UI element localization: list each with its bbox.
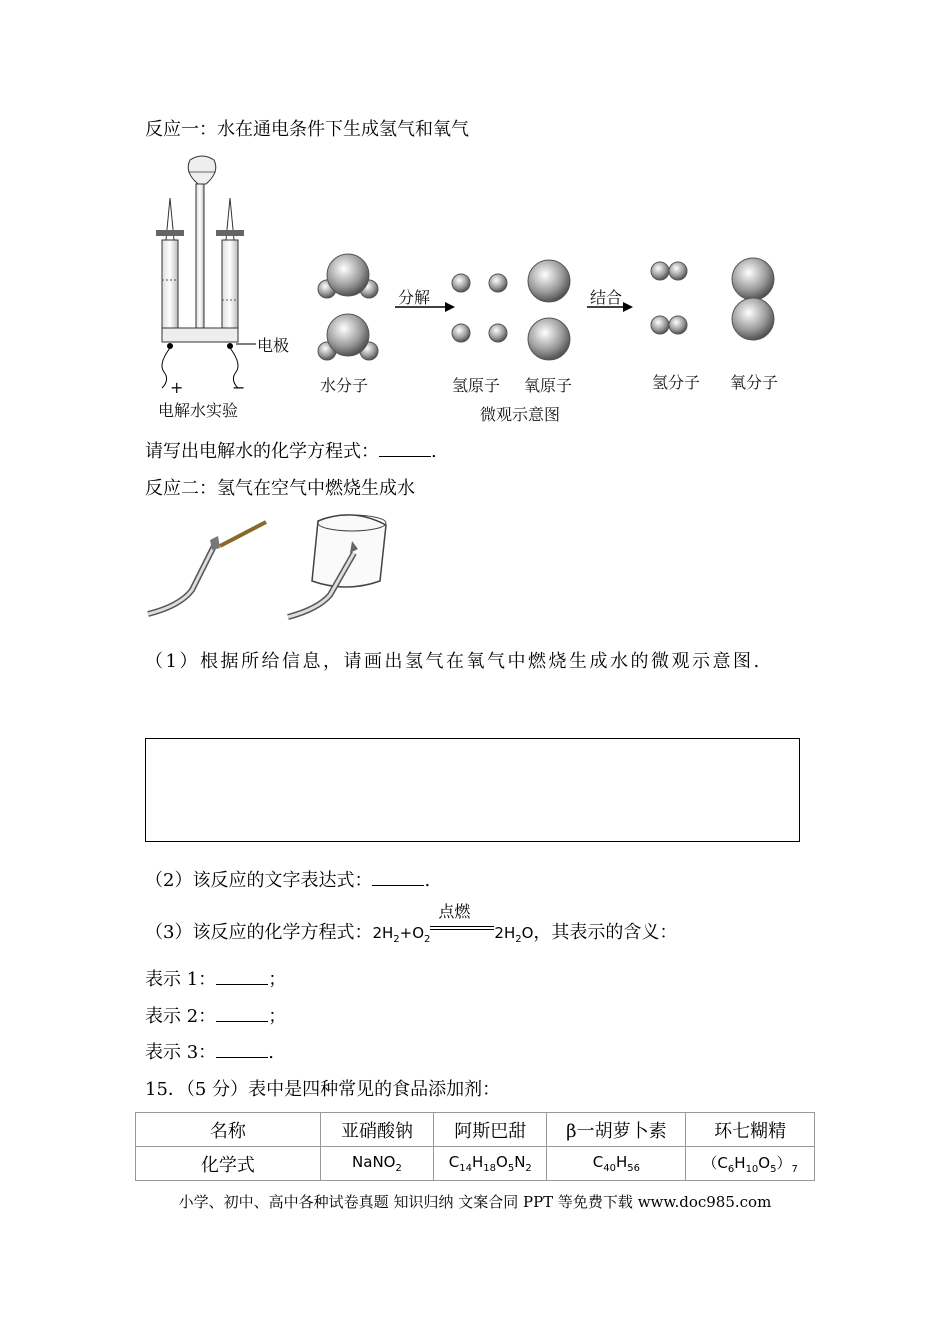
- water-molecule-label: 水分子: [320, 376, 369, 395]
- table-cell: $(C_6H_{10}O_5)_7$: [686, 1147, 815, 1181]
- table-row: [136, 1113, 815, 1147]
- question-2: （2）该反应的文字表达式： .: [145, 870, 431, 891]
- question-3: （3）该反应的化学方程式：$2H_2+O_2$ 点燃 $2H_2O$，其表示的含义：: [145, 902, 678, 945]
- plus-terminal-label: +: [170, 378, 184, 397]
- answer-blank[interactable]: [372, 869, 424, 886]
- combine-label: 结合: [590, 288, 623, 307]
- food-additives-table: [135, 1112, 815, 1181]
- meaning-1: 表示 1： ；: [145, 969, 287, 990]
- minus-terminal-label: −: [232, 378, 246, 397]
- hydrogen-burning-in-jar-illustration: [282, 505, 402, 625]
- water-molecule-top: [318, 254, 378, 298]
- oxygen-atom-label: 氧原子: [524, 376, 573, 395]
- table-cell: 阿斯巴甜: [434, 1113, 547, 1147]
- drawing-answer-box[interactable]: [145, 738, 800, 842]
- answer-blank[interactable]: [216, 1005, 268, 1022]
- table-cell: 环七糊精: [686, 1113, 815, 1147]
- question-15: 15．（5 分）表中是四种常见的食品添加剂：: [145, 1079, 501, 1100]
- reaction1-title: 反应一：水在通电条件下生成氢气和氧气: [145, 119, 469, 140]
- hydrogen-burning-in-air-illustration: [140, 510, 270, 625]
- hydrogen-molecule-label: 氢分子: [652, 373, 701, 392]
- table-cell: 亚硝酸钠: [320, 1113, 433, 1147]
- answer-blank[interactable]: [216, 1041, 268, 1058]
- equation-rhs: $2H_2O$: [494, 924, 534, 945]
- electrode-label: 电极: [257, 336, 290, 355]
- page-footer: 小学、初中、高中各种试卷真题 知识归纳 文案合同 PPT 等免费下载 www.doc985.com: [178, 1193, 772, 1211]
- table-cell: 化学式: [136, 1147, 321, 1181]
- reaction2-title: 反应二：氢气在空气中燃烧生成水: [145, 478, 415, 499]
- answer-blank[interactable]: [216, 968, 268, 985]
- table-cell: $C_{40}H_{56}$: [547, 1147, 686, 1181]
- meaning-2: 表示 2： ；: [145, 1006, 287, 1027]
- table-cell: NaNO$_2$: [320, 1147, 433, 1181]
- equation-lhs: $2H_2+O_2$: [372, 924, 431, 945]
- micro-diagram-caption: 微观示意图: [480, 405, 561, 424]
- meaning-3: 表示 3： .: [145, 1042, 274, 1063]
- electrolysis-apparatus-diagram: [140, 150, 300, 422]
- decompose-label: 分解: [398, 288, 431, 307]
- micro-molecule-diagram: [305, 245, 795, 375]
- reaction-condition: 点燃: [430, 918, 494, 938]
- hydrogen-atom-label: 氢原子: [452, 376, 501, 395]
- table-row: [136, 1147, 815, 1181]
- question-1: （1）根据所给信息，请画出氢气在氧气中燃烧生成水的微观示意图.: [145, 651, 762, 672]
- electrolysis-experiment-label: 电解水实验: [158, 401, 239, 420]
- table-cell: β一胡萝卜素: [547, 1113, 686, 1147]
- water-molecule-bottom: [318, 314, 378, 360]
- electrolysis-equation-question: 请写出电解水的化学方程式： .: [145, 441, 437, 462]
- answer-blank[interactable]: [379, 440, 431, 457]
- table-cell: $C_{14}H_{18}O_5N_2$: [434, 1147, 547, 1181]
- oxygen-molecule-label: 氧分子: [730, 373, 779, 392]
- table-cell: 名称: [136, 1113, 321, 1147]
